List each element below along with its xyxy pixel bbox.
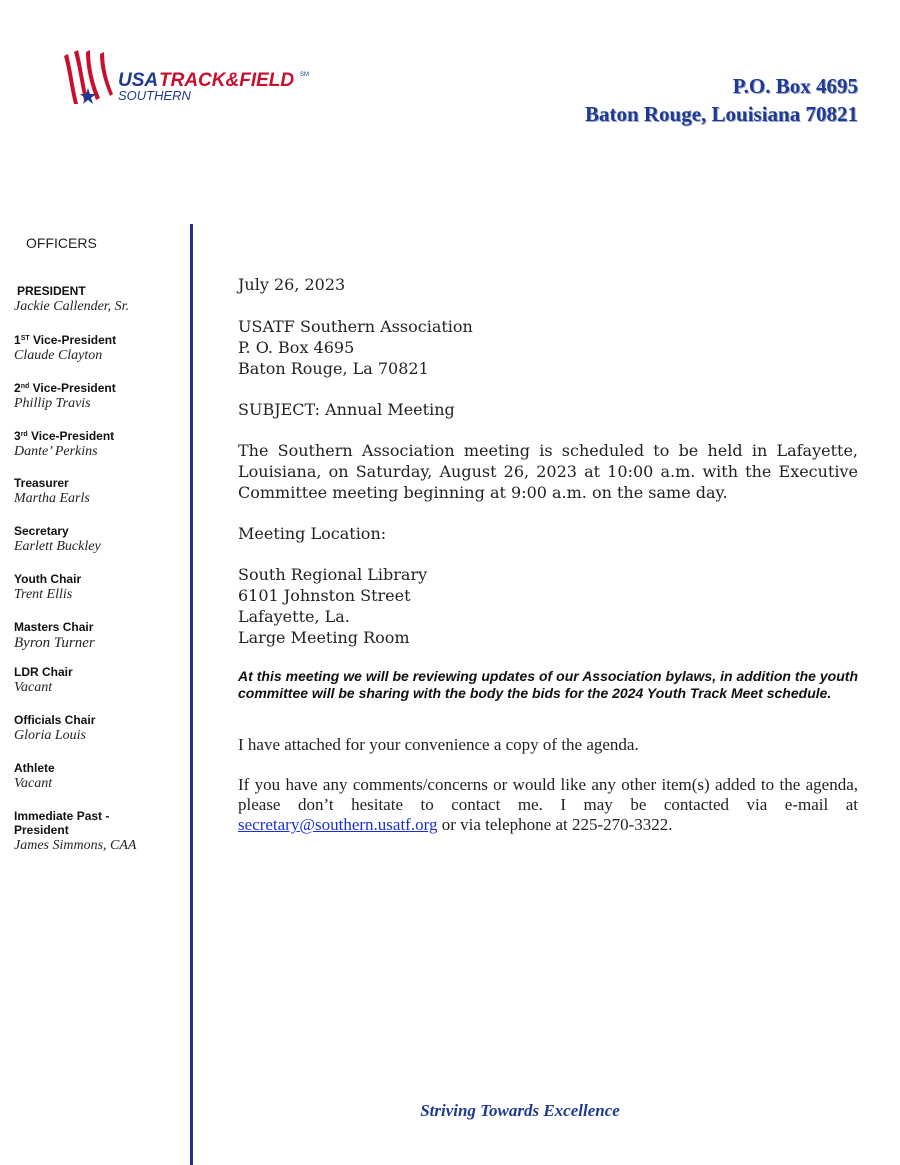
officer-youth-chair [14,572,186,604]
officer-role-ordinal: 2 [14,381,21,395]
contact-paragraph [238,775,858,835]
location-line: Lafayette, La. [238,607,350,626]
meeting-paragraph: The Southern Association meeting is scheduled to be held in Lafayette, Louisiana, on Saturday, August 26, 2023 at 10:00 a.m. with the Executive Committee meeting beginning at 9:00 a.m. on the same day. [238,441,858,502]
officer-name: James Simmons, CAA [14,838,137,853]
officer-vp2 [14,380,186,413]
agenda-attached-text: I have attached for your convenience a copy of the agenda. [238,735,639,754]
officer-role-suffix: rd [20,431,28,438]
officer-vp3 [14,428,186,461]
officer-treasurer [14,476,186,508]
logo-wordmark-usa: USA [118,70,159,91]
officer-name: Jackie Callender, Sr. [14,299,130,314]
officer-secretary [14,524,186,556]
officer-role: Athlete [14,761,55,775]
officer-name: Trent Ellis [14,587,73,602]
location-line: Large Meeting Room [238,628,410,647]
usatf-southern-logo [60,48,320,110]
officer-role: Youth Chair [14,572,82,586]
officer-athlete [14,761,186,793]
recipient-line: Baton Rouge, La 70821 [238,359,429,378]
officer-role-suffix: ST [20,335,30,342]
officer-ldr-chair [14,665,186,697]
location-label: Meeting Location: [238,524,387,543]
officer-role: Vice-President [27,429,115,443]
officers-heading: OFFICERS [26,235,97,251]
meeting-location [238,564,858,648]
letter-subject: SUBJECT: Annual Meeting [238,400,455,419]
officer-name: Claude Clayton [14,348,103,363]
sidebar-divider [190,224,193,1165]
officer-name: Byron Turner [14,635,95,651]
address-line-2: Baton Rouge, Louisiana 70821 [584,102,858,126]
letter-date: July 26, 2023 [238,275,346,294]
officer-name: Earlett Buckley [14,539,101,554]
officer-name: Vacant [14,776,53,791]
officer-role: LDR Chair [14,665,73,679]
logo-subtitle: SOUTHERN [118,88,191,103]
email-link[interactable]: secretary@southern.usatf.org [238,815,438,834]
address-line-1: P.O. Box 4695 [732,74,858,98]
officer-role: Treasurer [14,476,69,490]
recipient-line: P. O. Box 4695 [238,338,355,357]
officer-role-suffix: nd [20,383,30,390]
recipient-line: USATF Southern Association [238,317,473,336]
officer-role-line-2: President [14,823,69,837]
location-line: South Regional Library [238,565,428,584]
officer-name: Dante’ Perkins [14,444,98,459]
officer-name: Gloria Louis [14,728,86,743]
letterhead-address [585,72,858,128]
officer-role: Officials Chair [14,713,96,727]
officer-immediate-past-president [14,809,186,855]
wing-icon [64,50,113,104]
officer-name: Vacant [14,680,53,695]
officer-role-ordinal: 3 [14,429,21,443]
officer-role: Secretary [14,524,69,538]
officer-role: Masters Chair [14,620,94,634]
officer-vp1 [14,332,186,365]
location-line: 6101 Johnston Street [238,586,411,605]
officer-role-ordinal: 1 [14,333,21,347]
contact-text: If you have any comments/concerns or would like any other item(s) added to the agenda, please don’t hesitate to contact me. I may be contacted via e-mail at [238,775,858,814]
officer-role: Vice-President [29,381,116,395]
officer-name: Martha Earls [14,491,90,506]
logo-service-mark: SM [300,72,309,78]
contact-phone-text: or via telephone at 225-270-3322. [437,815,673,834]
bylaws-note: At this meeting we will be reviewing updates of our Association bylaws, in addition the youth committee will be sharing with the body the bids for the 2024 Youth Track Meet schedule. [238,668,858,701]
footer-motto: Striving Towards Excellence [420,1101,620,1120]
officer-role: Vice-President [29,333,117,347]
officer-name: Phillip Travis [14,396,91,411]
officer-officials-chair [14,713,186,745]
officer-president [14,284,189,316]
officer-masters-chair [14,620,186,652]
logo-wordmark-trackfield: TRACK&FIELD [159,70,295,91]
officer-role: PRESIDENT [17,284,86,298]
officer-role: Immediate Past - [14,809,110,823]
recipient-address [238,316,858,379]
